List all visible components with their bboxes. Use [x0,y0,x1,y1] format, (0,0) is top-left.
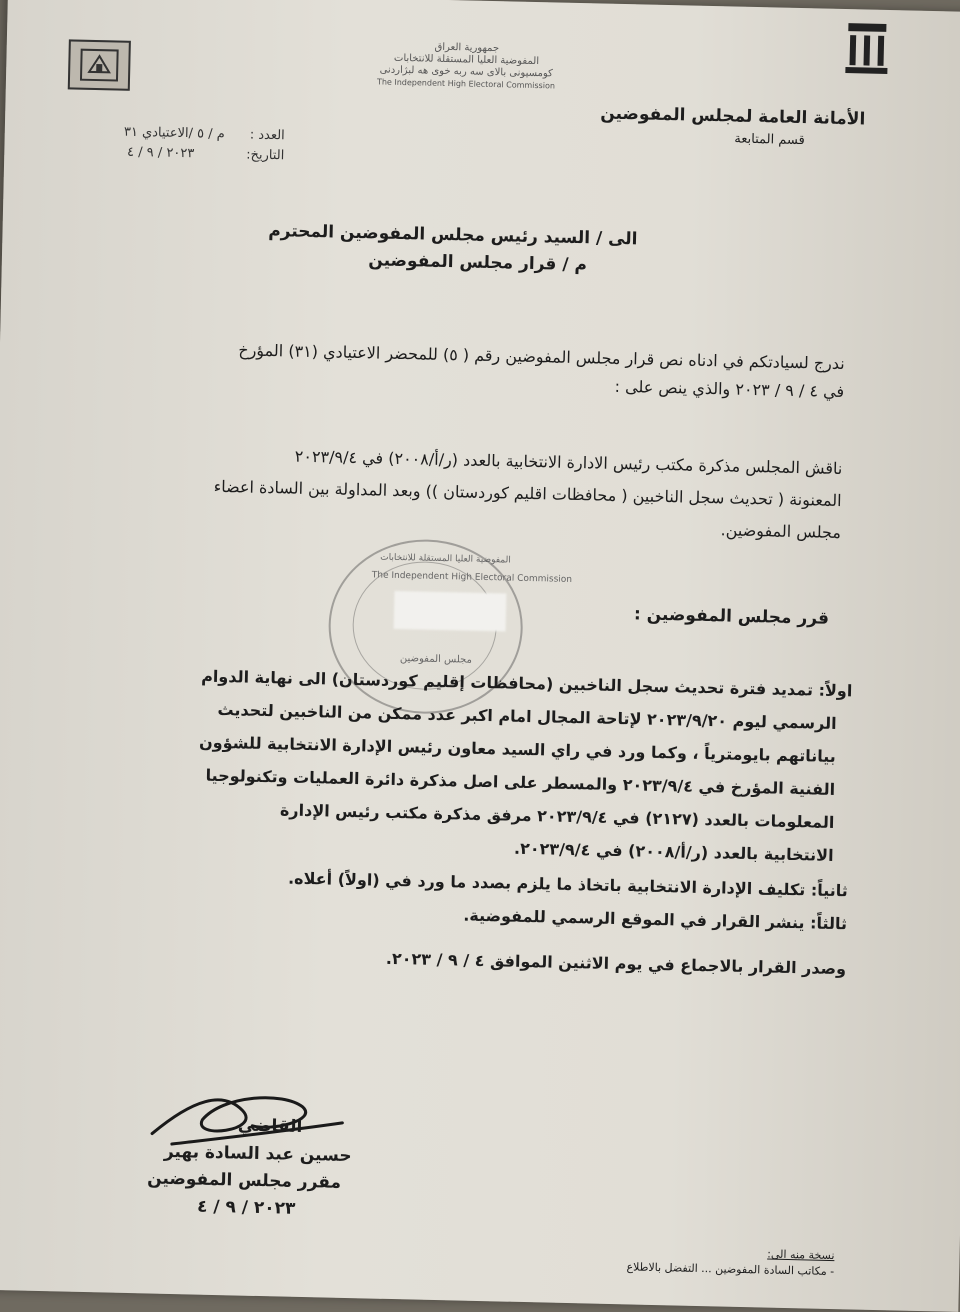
letterhead-center [366,40,567,93]
subject-line: م / قرار مجلس المفوضين [368,250,588,276]
decision-heading: قرر مجلس المفوضين : [633,604,830,629]
decision-first-line: المعلومات بالعدد (٢١٢٧) في ٢٠٢٣/٩/٤ مرفق مذكرة مكتب رئيس الإدارة [279,800,835,832]
decision-second: ثانياً: تكليف الإدارة الانتخابية باتخاذ ما يلزم بصدد ما ورد في (اولاً) أعلاه. [287,868,848,901]
copies-line: - مكاتب السادة المفوضين ... التفضل بالاطلاع [626,1260,835,1279]
intro-line: ندرج لسيادتكم في ادناه نص قرار مجلس المفوضين رقم ( ٥) للمحضر الاعتيادي (٣١) المؤرخ [238,340,845,374]
decision-issued-line: وصدر القرار بالاجماع في يوم الاثنين الموافق ٤ / ٩ / ٢٠٢٣. [385,948,847,979]
discussion-line: المعنونة ( تحديث سجل الناخبين ( محافظات اقليم كوردستان )) وبعد المداولة بين السادة اعضاء [213,476,842,511]
recipient-line: الى / السيد رئيس مجلس المفوضين المحترم [268,220,638,250]
redaction-mark [394,591,507,632]
decision-first-line: الانتخابية بالعدد (ر/أ/٢٠٠٨) في ٢٠٢٣/٩/٤. [513,838,834,865]
section-title: قسم المتابعة [734,131,805,149]
seal-council-text: مجلس المفوضين [399,653,473,666]
commission-logo-box [68,39,131,90]
discussion-line: مجلس المفوضين. [720,520,842,543]
seal-english-text: The Independent High Electoral Commission [371,570,573,585]
date-label: التاريخ: [246,147,285,164]
decision-first-line: الفنية المؤرخ في ٢٠٢٣/٩/٤ والمسطر على اصل مذكرة دائرة العمليات وتكنولوجيا [205,765,836,799]
letterhead-line: كومسيونى بالاى سه ربه خوى هه لبژاردنى [379,64,553,80]
copies-heading: نسخة منه الى: [767,1247,835,1263]
signature-date: ٢٠٢٣ / ٩ / ٤ [196,1196,296,1219]
number-value: م / ٥ /الاعتيادي ٣١ [123,124,225,142]
commission-emblem-icon [79,48,120,83]
decision-first-line: بياناتهم بايومترياً ، وكما ورد في راي السيد معاون رئيس الإدارة الانتخابية للشؤون [198,732,837,766]
signatory-role: مقرر مجلس المفوضين [146,1168,342,1193]
department-title: الأمانة العامة لمجلس المفوضين [600,103,866,130]
decision-third: ثالثاً: ينشر القرار في الموقع الرسمي للمفوضية. [463,905,848,934]
letterhead-line-english: The Independent High Electoral Commission [376,77,556,91]
seal-arabic-text: المفوضية العليا المستقلة للانتخابات [380,552,511,566]
letterhead-line: المفوضية العليا المستقلة للانتخابات [393,52,540,68]
date-value: ٢٠٢٣ / ٩ / ٤ [126,144,195,162]
decision-first-line: اولاً: تمديد فترة تحديث سجل الناخبين (محافظات إقليم كوردستان) الى نهاية الدوام [200,666,853,701]
decision-first-line: الرسمي ليوم ٢٠٢٣/٩/٢٠ لإتاحة المجال امام اكبر عدد ممكن من الناخبين لتحديث [217,699,837,733]
signatory-title: القاضي [237,1115,303,1137]
iraq-emblem-icon [841,19,892,78]
letterhead-line: جمهورية العراق [434,41,500,55]
number-label: العدد : [249,127,285,144]
intro-line: في ٤ / ٩ / ٢٠٢٣ والذي ينص على : [614,376,845,402]
discussion-line: ناقش المجلس مذكرة مكتب رئيس الادارة الانتخابية بالعدد (ر/أ/٢٠٠٨) في ٢٠٢٣/٩/٤ [294,446,843,479]
signatory-name: حسين عبد السادة بهير [163,1141,352,1167]
